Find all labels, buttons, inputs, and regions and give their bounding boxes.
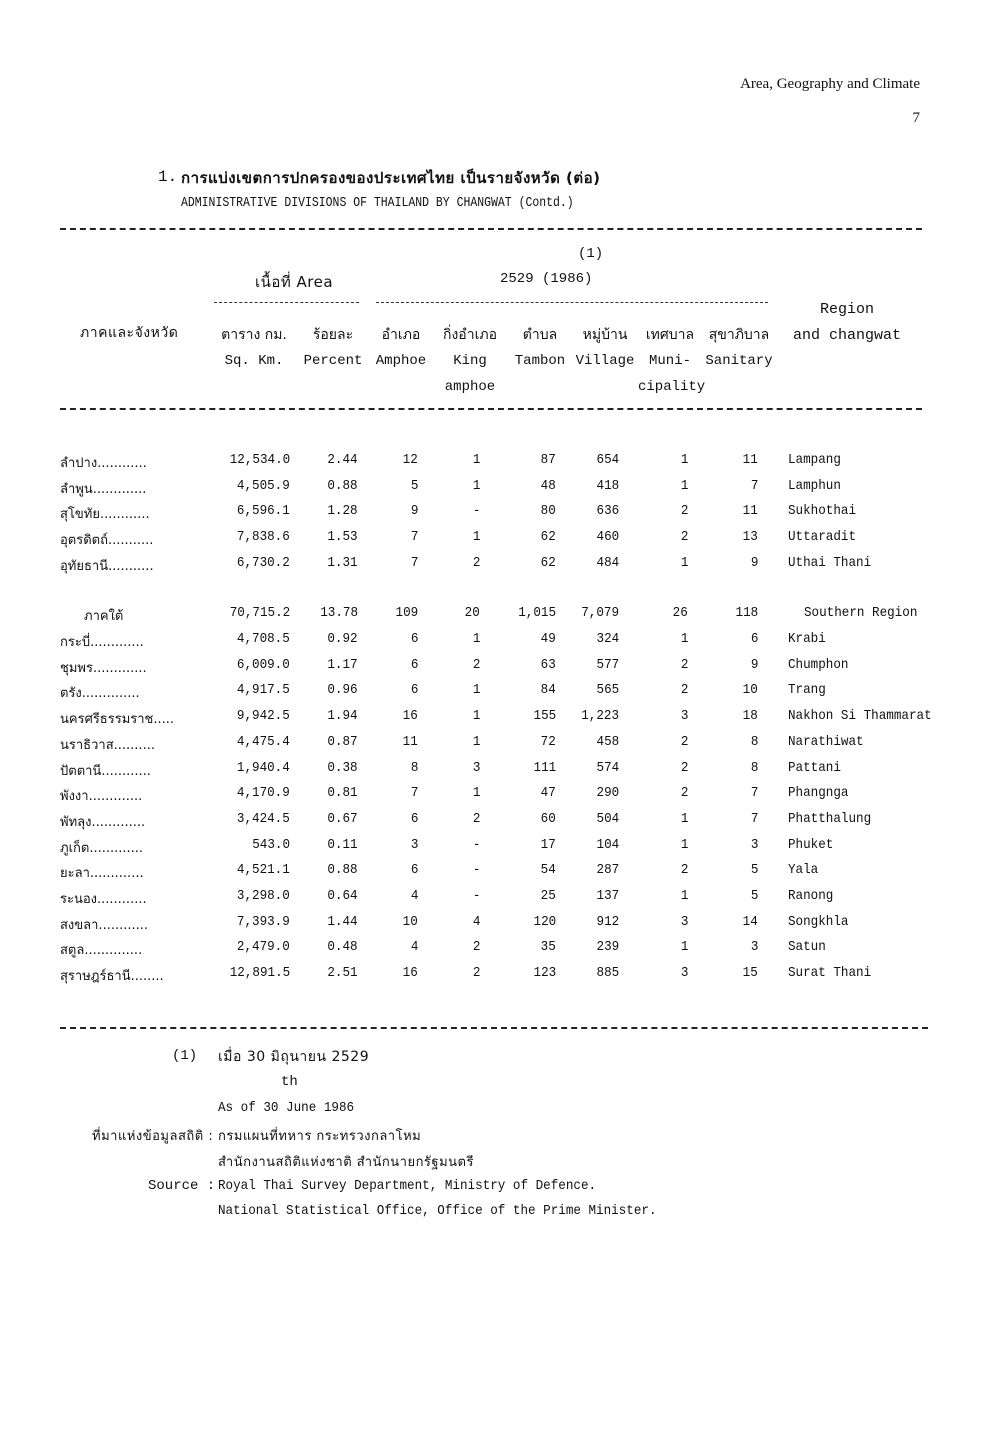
- cell-percent: 0.48: [327, 939, 358, 956]
- cell-village: 912: [596, 913, 619, 930]
- cell-sqkm: 3,424.5: [237, 810, 290, 827]
- cell-municipality: 2: [680, 759, 688, 776]
- source-en-1: Royal Thai Survey Department, Ministry of Defence.: [218, 1178, 597, 1194]
- cell-sqkm: 543.0: [252, 836, 290, 853]
- cell-sqkm: 7,393.9: [237, 913, 290, 930]
- cell-percent: 0.96: [327, 682, 358, 699]
- region-header-en: [792, 297, 902, 349]
- cell-king-amphoe: -: [472, 503, 480, 520]
- cell-municipality: 1: [680, 810, 688, 827]
- col-percent-header: [300, 322, 366, 374]
- cell-municipality: 1: [680, 836, 688, 853]
- cell-king-amphoe: -: [472, 862, 480, 879]
- cell-village: 565: [596, 682, 619, 699]
- cell-municipality: 3: [680, 913, 688, 930]
- top-rule: [60, 228, 922, 230]
- col-amphoe-header: [370, 322, 432, 374]
- cell-tambon: 80: [540, 503, 556, 520]
- table-row: [0, 555, 990, 579]
- cell-thai-name: ระนอง............: [60, 892, 147, 907]
- cell-king-amphoe: 1: [472, 682, 480, 699]
- cell-village: 636: [596, 503, 619, 520]
- col-king-en-2: amphoe: [444, 379, 496, 395]
- cell-amphoe: 7: [410, 554, 418, 571]
- cell-percent: 1.53: [327, 529, 358, 546]
- cell-thai-name: ลำปาง............: [60, 456, 147, 471]
- cell-municipality: 3: [680, 965, 688, 982]
- cell-king-amphoe: 2: [472, 939, 480, 956]
- cell-changwat-en: Chumphon: [788, 656, 849, 673]
- cell-amphoe: 16: [402, 965, 418, 982]
- cell-percent: 0.87: [327, 733, 358, 750]
- cell-tambon: 123: [533, 965, 556, 982]
- source-thai-2: สำนักงานสถิติแห่งชาติ สำนักนายกรัฐมนตรี: [218, 1155, 474, 1170]
- cell-tambon: 17: [540, 836, 556, 853]
- cell-village: 458: [596, 733, 619, 750]
- cell-king-amphoe: 1: [472, 631, 480, 647]
- cell-thai-name: สุโขทัย............: [60, 507, 150, 523]
- col-king-th: กิ่งอำเภอ: [442, 327, 497, 343]
- cell-thai-name: นครศรีธรรมราช.....: [60, 712, 175, 728]
- cell-thai-name: สงขลา............: [60, 917, 149, 933]
- cell-sanitary: 14: [742, 913, 758, 930]
- cell-changwat-en: Phangnga: [788, 785, 849, 802]
- table-row: [0, 657, 990, 681]
- cell-sanitary: 9: [750, 554, 758, 571]
- cell-village: 1,223: [581, 708, 619, 725]
- cell-king-amphoe: 1: [472, 452, 480, 468]
- cell-tambon: 48: [540, 477, 556, 494]
- cell-thai-name: ภูเก็ต.............: [60, 840, 144, 856]
- cell-thai-name: กระบี่.............: [60, 635, 144, 650]
- cell-village: 577: [596, 656, 619, 673]
- cell-percent: 0.11: [327, 836, 358, 853]
- table-row: [0, 478, 990, 502]
- cell-sqkm: 4,475.4: [237, 733, 290, 750]
- source-en-2: National Statistical Office, Office of the Prime Minister.: [218, 1203, 657, 1219]
- cell-sanitary: 9: [750, 656, 758, 673]
- cell-percent: 1.44: [327, 913, 358, 930]
- cell-village: 574: [596, 759, 619, 776]
- cell-thai-name: ภาคใต้: [84, 609, 124, 624]
- table-row: [0, 503, 990, 527]
- cell-percent: 0.92: [327, 631, 358, 647]
- cell-amphoe: 12: [402, 452, 418, 468]
- col-percent-en: Percent: [303, 353, 363, 369]
- footnote-ref-header: (1): [578, 246, 604, 262]
- cell-sqkm: 12,891.5: [229, 965, 290, 982]
- cell-thai-name: ปัตตานี............: [60, 763, 151, 779]
- table-row: [0, 914, 990, 938]
- cell-municipality: 2: [680, 529, 688, 546]
- cell-sanitary: 18: [742, 708, 758, 725]
- cell-king-amphoe: 3: [472, 759, 480, 776]
- cell-king-amphoe: 1: [472, 733, 480, 750]
- cell-tambon: 84: [540, 682, 556, 699]
- cell-thai-name: นราธิวาส..........: [60, 737, 155, 753]
- year-group-header: 2529 (1986): [500, 271, 593, 287]
- region-total-row: [0, 605, 990, 629]
- cell-tambon: 120: [533, 913, 556, 930]
- region-header-thai: ภาคและจังหวัด: [80, 325, 179, 341]
- cell-amphoe: 4: [410, 888, 418, 904]
- col-amphoe-en: Amphoe: [375, 353, 427, 369]
- cell-changwat-en: Pattani: [788, 759, 841, 776]
- cell-tambon: 54: [540, 862, 556, 879]
- cell-sanitary: 11: [742, 503, 758, 520]
- cell-percent: 2.44: [327, 452, 358, 468]
- cell-village: 418: [596, 477, 619, 494]
- cell-municipality: 2: [680, 785, 688, 802]
- footnote-as-of: As of 30 June 1986: [218, 1100, 355, 1116]
- col-king-header: [432, 322, 508, 400]
- page-number: 7: [912, 110, 920, 126]
- cell-sqkm: 6,730.2: [237, 554, 290, 571]
- source-thai-1: กรมแผนที่ทหาร กระทรวงกลาโหม: [218, 1129, 422, 1144]
- cell-municipality: 2: [680, 862, 688, 879]
- year-group-rule: [376, 302, 768, 303]
- cell-sqkm: 6,009.0: [237, 656, 290, 673]
- col-muni-en-2: cipality: [638, 379, 706, 395]
- col-sanitary-header: [702, 322, 776, 374]
- cell-king-amphoe: -: [472, 888, 480, 904]
- cell-amphoe: 6: [410, 862, 418, 879]
- cell-municipality: 1: [680, 888, 688, 904]
- cell-amphoe: 16: [402, 708, 418, 725]
- cell-village: 137: [596, 888, 619, 904]
- cell-amphoe: 6: [410, 810, 418, 827]
- cell-changwat-en: Yala: [788, 862, 819, 879]
- cell-sanitary: 13: [742, 529, 758, 546]
- col-sqkm-th: ตาราง กม.: [221, 327, 287, 343]
- cell-municipality: 1: [680, 477, 688, 494]
- cell-percent: 0.38: [327, 759, 358, 776]
- cell-tambon: 87: [540, 452, 556, 468]
- col-tambon-en: Tambon: [514, 353, 566, 369]
- cell-thai-name: ยะลา.............: [60, 866, 144, 882]
- cell-sqkm: 2,479.0: [237, 939, 290, 956]
- cell-thai-name: สตูล..............: [60, 943, 143, 959]
- cell-thai-name: พัทลุง.............: [60, 814, 146, 830]
- cell-sqkm: 4,521.1: [237, 862, 290, 879]
- cell-changwat-en: Uttaradit: [788, 529, 857, 546]
- cell-sanitary: 6: [750, 631, 758, 647]
- cell-municipality: 26: [672, 605, 688, 621]
- cell-tambon: 35: [540, 939, 556, 956]
- table-row: [0, 452, 990, 476]
- table-row: [0, 631, 990, 655]
- cell-percent: 1.17: [327, 656, 358, 673]
- cell-tambon: 47: [540, 785, 556, 802]
- table-row: [0, 760, 990, 784]
- table-row: [0, 785, 990, 809]
- cell-changwat-en: Phuket: [788, 836, 834, 853]
- cell-village: 484: [596, 554, 619, 571]
- cell-percent: 0.88: [327, 862, 358, 879]
- cell-sanitary: 8: [750, 759, 758, 776]
- cell-tambon: 1,015: [518, 605, 556, 621]
- cell-amphoe: 4: [410, 939, 418, 956]
- col-sqkm-header: [208, 322, 300, 374]
- footnote-th: th: [281, 1074, 298, 1090]
- cell-percent: 1.28: [327, 503, 358, 520]
- table-row: [0, 529, 990, 553]
- col-muni-th: เทศบาล: [645, 327, 695, 343]
- col-muni-header: [638, 322, 706, 400]
- table-row: [0, 862, 990, 886]
- cell-changwat-en: Nakhon Si Thammarat: [788, 708, 932, 725]
- table-number: 1.: [158, 168, 178, 186]
- cell-tambon: 60: [540, 810, 556, 827]
- cell-king-amphoe: 2: [472, 656, 480, 673]
- cell-sqkm: 6,596.1: [237, 503, 290, 520]
- cell-amphoe: 3: [410, 836, 418, 853]
- cell-king-amphoe: 1: [472, 708, 480, 725]
- cell-tambon: 25: [540, 888, 556, 904]
- cell-tambon: 49: [540, 631, 556, 647]
- cell-village: 104: [596, 836, 619, 853]
- cell-sqkm: 70,715.2: [229, 605, 290, 621]
- cell-king-amphoe: 2: [472, 965, 480, 982]
- cell-changwat-en: Sukhothai: [788, 503, 857, 520]
- cell-percent: 1.31: [327, 554, 358, 571]
- cell-thai-name: ชุมพร.............: [60, 660, 147, 676]
- cell-king-amphoe: 2: [472, 810, 480, 827]
- cell-changwat-en: Ranong: [788, 888, 834, 904]
- table-row: [0, 888, 990, 912]
- cell-sanitary: 10: [742, 682, 758, 699]
- cell-amphoe: 6: [410, 656, 418, 673]
- cell-thai-name: อุทัยธานี...........: [60, 558, 154, 574]
- region-header-en-1: Region: [819, 301, 874, 318]
- cell-sqkm: 4,170.9: [237, 785, 290, 802]
- cell-municipality: 1: [680, 631, 688, 647]
- cell-sqkm: 4,505.9: [237, 477, 290, 494]
- cell-amphoe: 7: [410, 785, 418, 802]
- cell-village: 239: [596, 939, 619, 956]
- col-king-en-1: King: [453, 353, 487, 369]
- cell-changwat-en: Phatthalung: [788, 810, 872, 827]
- cell-percent: 13.78: [320, 605, 358, 621]
- cell-sanitary: 118: [735, 605, 758, 621]
- cell-amphoe: 6: [410, 682, 418, 699]
- cell-sanitary: 11: [742, 452, 758, 468]
- cell-amphoe: 11: [402, 733, 418, 750]
- table-row: [0, 682, 990, 706]
- col-muni-en-1: Muni-: [648, 353, 691, 369]
- cell-village: 7,079: [581, 605, 619, 621]
- cell-tambon: 111: [533, 759, 556, 776]
- cell-king-amphoe: 1: [472, 785, 480, 802]
- area-group-header: เนื้อที่ Area: [255, 273, 334, 291]
- cell-amphoe: 8: [410, 759, 418, 776]
- cell-municipality: 2: [680, 733, 688, 750]
- cell-changwat-en: Southern Region: [804, 605, 918, 621]
- cell-percent: 0.67: [327, 810, 358, 827]
- cell-municipality: 1: [680, 554, 688, 571]
- cell-municipality: 1: [680, 452, 688, 468]
- cell-sanitary: 7: [750, 785, 758, 802]
- area-group-rule: [214, 302, 359, 303]
- cell-percent: 1.94: [327, 708, 358, 725]
- cell-changwat-en: Krabi: [788, 631, 826, 647]
- cell-tambon: 155: [533, 708, 556, 725]
- cell-percent: 0.88: [327, 477, 358, 494]
- cell-changwat-en: Lampang: [788, 452, 841, 468]
- cell-village: 504: [596, 810, 619, 827]
- cell-village: 460: [596, 529, 619, 546]
- table-row: [0, 734, 990, 758]
- col-tambon-header: [508, 322, 572, 374]
- cell-sqkm: 4,917.5: [237, 682, 290, 699]
- cell-tambon: 63: [540, 656, 556, 673]
- cell-sanitary: 15: [742, 965, 758, 982]
- cell-tambon: 72: [540, 733, 556, 750]
- source-label: Source :: [148, 1178, 216, 1194]
- header-rule: [60, 408, 922, 410]
- cell-sqkm: 9,942.5: [237, 708, 290, 725]
- bottom-rule: [60, 1027, 928, 1029]
- cell-amphoe: 109: [395, 605, 418, 621]
- region-header-en-2: and changwat: [792, 327, 902, 344]
- table-row: [0, 811, 990, 835]
- cell-thai-name: สุราษฎร์ธานี........: [60, 969, 164, 985]
- col-sanitary-th: สุขาภิบาล: [708, 327, 770, 343]
- col-village-header: [572, 322, 638, 374]
- cell-amphoe: 6: [410, 631, 418, 647]
- cell-sanitary: 3: [750, 836, 758, 853]
- cell-village: 885: [596, 965, 619, 982]
- cell-percent: 0.81: [327, 785, 358, 802]
- cell-changwat-en: Uthai Thani: [788, 554, 872, 571]
- table-row: [0, 939, 990, 963]
- cell-sanitary: 8: [750, 733, 758, 750]
- cell-sanitary: 7: [750, 810, 758, 827]
- cell-amphoe: 10: [402, 913, 418, 930]
- cell-municipality: 2: [680, 682, 688, 699]
- cell-sanitary: 5: [750, 888, 758, 904]
- table-row: [0, 837, 990, 861]
- table-title-thai: การแบ่งเขตการปกครองของประเทศไทย เป็นรายจังหวัด (ต่อ): [181, 169, 601, 187]
- col-amphoe-th: อำเภอ: [381, 327, 421, 343]
- col-village-th: หมู่บ้าน: [582, 327, 628, 343]
- cell-municipality: 2: [680, 656, 688, 673]
- cell-king-amphoe: -: [472, 836, 480, 853]
- cell-sqkm: 12,534.0: [229, 452, 290, 468]
- cell-king-amphoe: 4: [472, 913, 480, 930]
- cell-thai-name: พังงา.............: [60, 789, 143, 805]
- cell-municipality: 3: [680, 708, 688, 725]
- running-header: Area, Geography and Climate: [740, 76, 920, 92]
- cell-amphoe: 9: [410, 503, 418, 520]
- cell-percent: 0.64: [327, 888, 358, 904]
- col-tambon-th: ตำบล: [522, 327, 558, 343]
- cell-king-amphoe: 1: [472, 477, 480, 494]
- cell-changwat-en: Trang: [788, 682, 826, 699]
- cell-sqkm: 1,940.4: [237, 759, 290, 776]
- cell-changwat-en: Narathiwat: [788, 733, 864, 750]
- cell-village: 287: [596, 862, 619, 879]
- table-row: [0, 708, 990, 732]
- source-thai-label: ที่มาแห่งข้อมูลสถิติ :: [92, 1129, 214, 1144]
- cell-thai-name: ตรัง..............: [60, 686, 140, 702]
- cell-changwat-en: Surat Thani: [788, 965, 872, 982]
- cell-king-amphoe: 1: [472, 529, 480, 546]
- cell-changwat-en: Lamphun: [788, 477, 841, 494]
- footnote-ref: (1): [172, 1048, 198, 1064]
- cell-sanitary: 5: [750, 862, 758, 879]
- cell-percent: 2.51: [327, 965, 358, 982]
- cell-village: 654: [596, 452, 619, 468]
- table-title-english: ADMINISTRATIVE DIVISIONS OF THAILAND BY CHANGWAT (Contd.): [181, 195, 574, 211]
- cell-amphoe: 5: [410, 477, 418, 494]
- cell-sanitary: 3: [750, 939, 758, 956]
- footnote-thai-date: เมื่อ 30 มิถุนายน 2529: [218, 1049, 370, 1065]
- cell-king-amphoe: 20: [464, 605, 480, 621]
- cell-sqkm: 3,298.0: [237, 888, 290, 904]
- cell-tambon: 62: [540, 529, 556, 546]
- cell-village: 290: [596, 785, 619, 802]
- cell-amphoe: 7: [410, 529, 418, 546]
- cell-sqkm: 7,838.6: [237, 529, 290, 546]
- col-percent-th: ร้อยละ: [312, 327, 354, 343]
- cell-thai-name: อุตรดิตถ์...........: [60, 533, 154, 549]
- col-village-en: Village: [575, 353, 635, 369]
- table-row: [0, 965, 990, 989]
- cell-sanitary: 7: [750, 477, 758, 494]
- cell-tambon: 62: [540, 554, 556, 571]
- col-sanitary-en: Sanitary: [705, 353, 773, 369]
- cell-king-amphoe: 2: [472, 554, 480, 571]
- col-sqkm-en: Sq. Km.: [224, 353, 284, 369]
- cell-changwat-en: Satun: [788, 939, 826, 956]
- cell-village: 324: [596, 631, 619, 647]
- cell-municipality: 2: [680, 503, 688, 520]
- cell-thai-name: ลำพูน.............: [60, 481, 147, 497]
- cell-sqkm: 4,708.5: [237, 631, 290, 647]
- cell-changwat-en: Songkhla: [788, 913, 849, 930]
- cell-municipality: 1: [680, 939, 688, 956]
